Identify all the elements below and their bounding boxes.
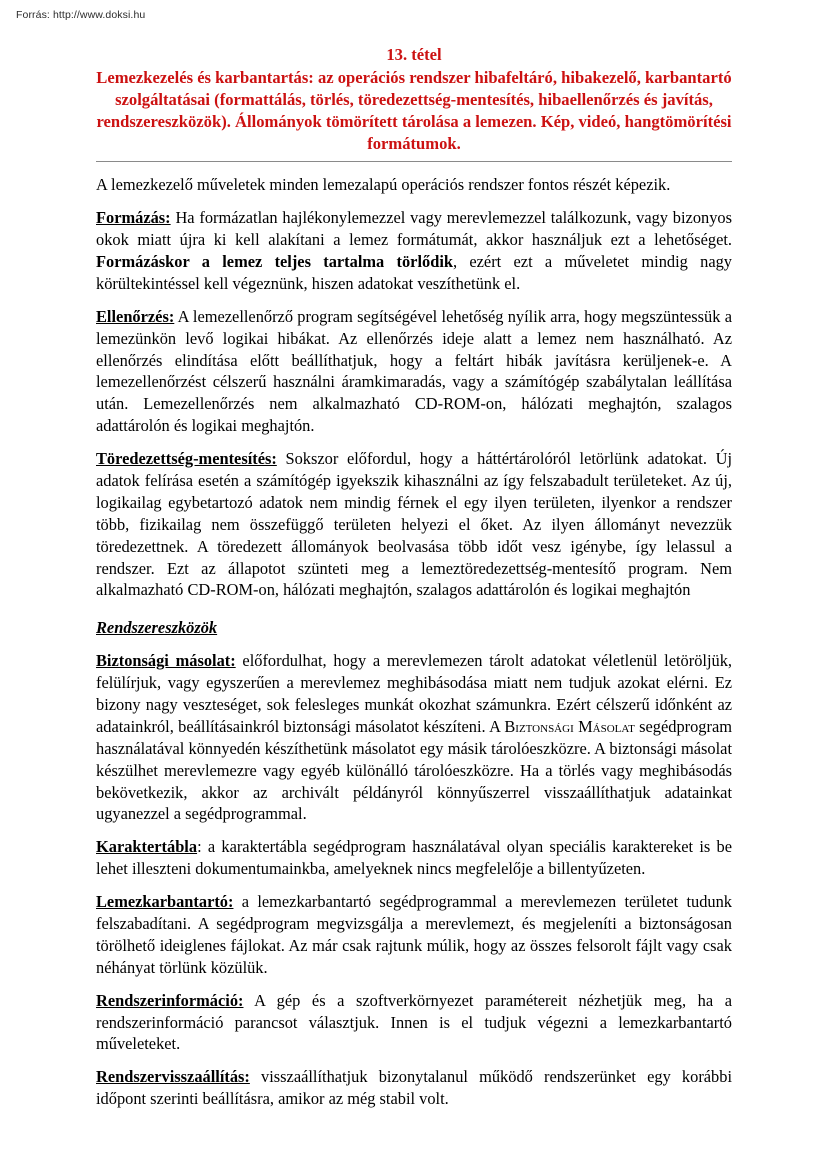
lead-in-lemezkarbantarto: Lemezkarbantartó: [96, 892, 234, 912]
lead-in-karaktertabla: Karaktertábla [96, 837, 198, 857]
intro-text: A lemezkezelő műveletek minden lemezalapú operációs rendszer fontos részét képezik. [96, 175, 671, 195]
lemezkarbantarto-text: a lemezkarbantartó segédprogrammal a merevlemezen területet tudunk felszabadítani. A segédprogram megvizsgálja a merevlemezt, és megjeleníti a biztonságosan törölhető ideiglenes fájlokat. Az már csak rajtunk múlik, hogy az összes felsorolt fájlt vagy csak néhányat törlünk közülük. [96, 892, 732, 977]
biztonsagi-masolat-smallcaps: Biztonsági Másolat [504, 716, 635, 736]
lead-in-formazas: Formázás: [96, 208, 171, 228]
paragraph-toredezettseg [96, 448, 732, 601]
toredezettseg-text: Sokszor előfordul, hogy a háttértárolóról letörlünk adatokat. Új adatok felírása esetén a számítógép igyekszik kihasználni az így felszabadult területeket. Az új, logikailag egybetartozó adatok nem mindig férnek el egy ilyen területen, ilyenkor a rendszer több, fizikailag nem összefüggő területen helyezi el őket. Az ilyen állományt nevezzük töredezettnek. A töredezett állományok beolvasása több időt vesz igénybe, így lelassul a rendszer. Ezt az állapotot szünteti meg a lemeztöredezettség-mentesítő program. Nem alkalmazható CD-ROM-on, hálózati meghajtón, szalagos adattárolón és logikai meghajtón [96, 449, 732, 600]
rendszerinformacio-text: A gép és a szoftverkörnyezet paramétereit nézhetjük meg, ha a rendszerinformáció parancsot választjuk. Innen is el tudjuk végezni a lemezkarbantartó műveleteket. [96, 990, 732, 1054]
lead-in-biztonsagi-masolat: Biztonsági másolat: [96, 651, 236, 671]
ellenorzes-text: A lemezellenőrző program segítségével lehetőség nyílik arra, hogy megszüntessük a lemezünkön levő logikai hibákat. Az ellenőrzés ideje alatt a lemez nem használható. Az ellenőrzés elindítása előtt beállíthatjuk, hogy a feltárt hibák javításra kerüljenek-e. A lemezellenőrzést célszerű használni áramkimaradás, vagy a számítógép szabálytalan leállítása után. Lemezellenőrzés nem alkalmazható CD-ROM-on, hálózati meghajtón, szalagos adattárolón és logikai meghajtón. [96, 306, 732, 436]
biztonsagi-masolat-text-part1: előfordulhat, hogy a merevlemezen tárolt adatokat véletlenül letöröljük, felülírjuk, vagy egyszerűen a merevlemez meghibásodása miatt nem tudjuk azokat elérni. Ez bizony nagy veszteséget, sok felesleges munkát okozhat számunkra. Ezért célszerű időnként az adatainkról, beállításainkról biztonsági másolatot készíteni. A [96, 651, 732, 736]
source-url-header: Forrás: http://www.doksi.hu [16, 9, 146, 21]
title-divider [96, 161, 732, 162]
document-content [96, 44, 732, 1110]
formazas-bold-phrase: Formázáskor a lemez teljes tartalma törlődik [96, 251, 453, 271]
biztonsagi-masolat-text-part2: segédprogram használatával könnyedén készíthetünk másolatot egy másik tárolóeszközre. A biztonsági másolat készülhet merevlemezre vagy egyéb különálló tárolóeszközre. Ha a törlés vagy meghibásodás bekövetkezik, akkor az archivált példányról könnyűszerrel visszaállíthatjuk adatainkat ugyanezzel a segédprogrammal. [96, 716, 732, 824]
section-heading-rendszereszkozok [96, 617, 732, 639]
paragraph-formazas [96, 207, 732, 295]
paragraph-lemezkarbantarto [96, 891, 732, 979]
lead-in-rendszerinformacio: Rendszerinformáció: [96, 990, 244, 1010]
rendszervisszaallitas-text: visszaállíthatjuk bizonytalanul működő rendszerünket egy korábbi időpont szerinti beállításra, amikor az még stabil volt. [96, 1067, 732, 1109]
paragraph-rendszervisszaallitas [96, 1066, 732, 1110]
karaktertabla-text: : a karaktertábla segédprogram használatával olyan speciális karaktereket is be lehet illeszteni dokumentumainkba, amelyeknek nincs megfelelője a billentyűzeten. [96, 837, 732, 879]
formazas-text-part1: Ha formázatlan hajlékonylemezzel vagy merevlemezzel találkozunk, vagy bizonyos okok miatt újra ki kell alakítani a lemez formátumát, akkor használjuk ezt a lehetőséget. [96, 208, 732, 250]
paragraph-ellenorzes [96, 306, 732, 437]
title-subject: Lemezkezelés és karbantartás: az operációs rendszer hibafeltáró, hibakezelő, karbantartó szolgáltatásai (formattálás, törlés, töredezettség-mentesítés, hibaellenőrzés és javítás, rendszereszközök). Állományok tömörített tárolása a lemezen. Kép, videó, hangtömörítési formátumok. [96, 68, 732, 154]
paragraph-rendszerinformacio [96, 990, 732, 1056]
section-heading-label: Rendszereszközök [96, 618, 218, 638]
lead-in-toredezettseg: Töredezettség-mentesítés: [96, 449, 277, 469]
paragraph-karaktertabla [96, 836, 732, 880]
lead-in-rendszervisszaallitas: Rendszervisszaállítás: [96, 1067, 250, 1087]
title-item-number: 13. tétel [386, 45, 442, 64]
formazas-text-part2: , ezért ezt a műveletet mindig nagy körültekintéssel kell végeznünk, hiszen adatokat veszíthetünk el. [96, 251, 732, 293]
page-title [96, 44, 732, 155]
paragraph-biztonsagi-masolat [96, 650, 732, 825]
paragraph-intro [96, 174, 732, 196]
lead-in-ellenorzes: Ellenőrzés: [96, 306, 175, 326]
